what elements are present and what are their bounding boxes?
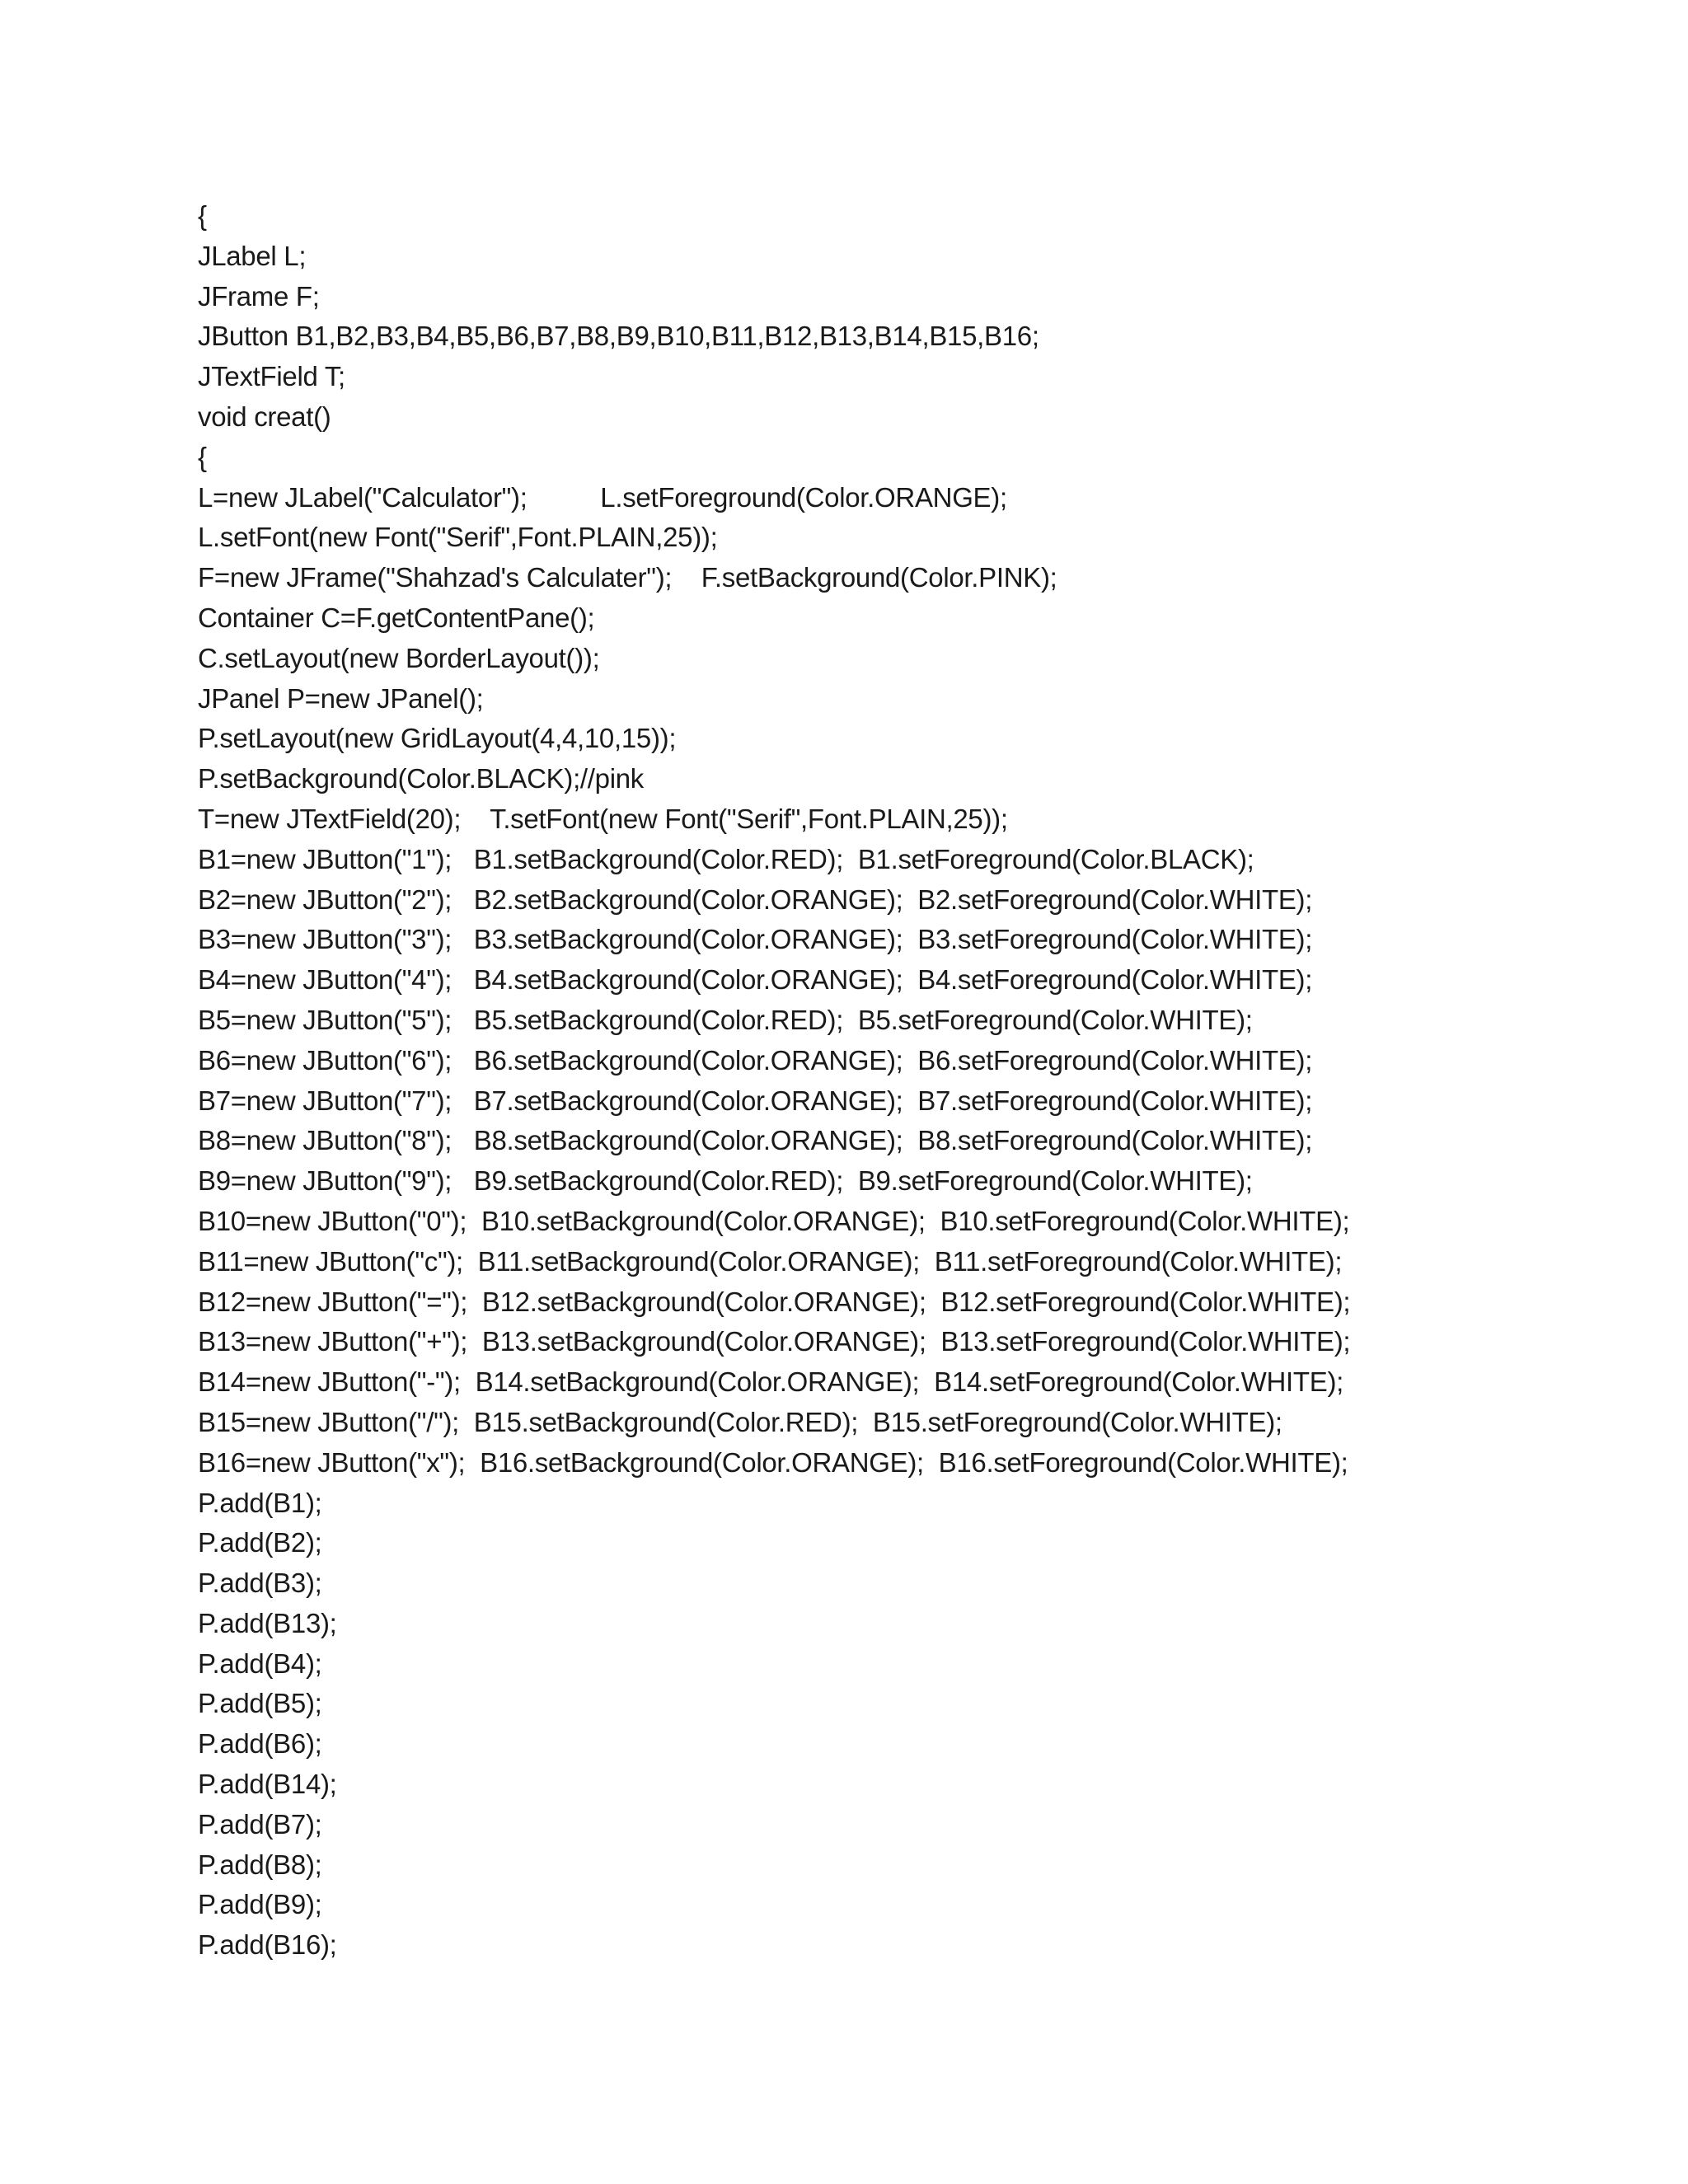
code-line: B10=new JButton("0"); B10.setBackground(Color.ORANGE); B10.setForeground(Color.WHITE); — [198, 1205, 1350, 1236]
code-line: B8=new JButton("8"); B8.setBackground(Color.ORANGE); B8.setForeground(Color.WHITE); — [198, 1125, 1313, 1156]
code-line: P.add(B8); — [198, 1849, 322, 1880]
code-line: B6=new JButton("6"); B6.setBackground(Color.ORANGE); B6.setForeground(Color.WHITE); — [198, 1044, 1313, 1076]
code-line: void creat() — [198, 401, 331, 432]
code-line: B2=new JButton("2"); B2.setBackground(Color.ORANGE); B2.setForeground(Color.WHITE); — [198, 883, 1313, 915]
code-line: B5=new JButton("5"); B5.setBackground(Color.RED); B5.setForeground(Color.WHITE); — [198, 1004, 1253, 1035]
code-line: B7=new JButton("7"); B7.setBackground(Color.ORANGE); B7.setForeground(Color.WHITE); — [198, 1085, 1313, 1116]
code-line: B16=new JButton("x"); B16.setBackground(Color.ORANGE); B16.setForeground(Color.WHITE); — [198, 1446, 1348, 1478]
code-line: JPanel P=new JPanel(); — [198, 682, 484, 714]
code-line: Container C=F.getContentPane(); — [198, 602, 595, 633]
code-line: B14=new JButton("-"); B14.setBackground(Color.ORANGE); B14.setForeground(Color.WHITE); — [198, 1366, 1344, 1398]
code-line: B3=new JButton("3"); B3.setBackground(Color.ORANGE); B3.setForeground(Color.WHITE); — [198, 924, 1313, 955]
code-line: L.setFont(new Font("Serif",Font.PLAIN,25)); — [198, 522, 718, 553]
code-line: B13=new JButton("+"); B13.setBackground(Color.ORANGE); B13.setForeground(Color.WHITE); — [198, 1326, 1351, 1357]
code-line: P.add(B1); — [198, 1487, 322, 1518]
code-line: JFrame F; — [198, 280, 320, 312]
code-line: B1=new JButton("1"); B1.setBackground(Color.RED); B1.setForeground(Color.BLACK); — [198, 843, 1254, 874]
code-line: JButton B1,B2,B3,B4,B5,B6,B7,B8,B9,B10,B11,B12,B13,B14,B15,B16; — [198, 321, 1039, 352]
code-line: P.setBackground(Color.BLACK);//pink — [198, 763, 645, 794]
code-line: T=new JTextField(20); T.setFont(new Font("Serif",Font.PLAIN,25)); — [198, 803, 1008, 834]
code-line: P.add(B5); — [198, 1688, 322, 1719]
code-line: { — [198, 441, 207, 472]
code-line: P.add(B13); — [198, 1607, 337, 1638]
code-line: P.add(B9); — [198, 1889, 322, 1920]
code-line: P.add(B6); — [198, 1728, 322, 1760]
code-line: JLabel L; — [198, 240, 307, 271]
code-line: P.add(B2); — [198, 1527, 322, 1558]
code-line: P.add(B7); — [198, 1808, 322, 1840]
code-line: B9=new JButton("9"); B9.setBackground(Color.RED); B9.setForeground(Color.WHITE); — [198, 1165, 1253, 1197]
code-listing — [198, 196, 1648, 1966]
code-line: L=new JLabel("Calculator"); L.setForeground(Color.ORANGE); — [198, 481, 1007, 513]
code-line: C.setLayout(new BorderLayout()); — [198, 642, 600, 673]
code-line: P.setLayout(new GridLayout(4,4,10,15)); — [198, 723, 677, 754]
code-line: P.add(B14); — [198, 1769, 337, 1800]
code-line: B4=new JButton("4"); B4.setBackground(Color.ORANGE); B4.setForeground(Color.WHITE); — [198, 964, 1313, 996]
code-line: P.add(B16); — [198, 1929, 337, 1961]
code-line: F=new JFrame("Shahzad's Calculater"); F.setBackground(Color.PINK); — [198, 562, 1057, 593]
code-line: B15=new JButton("/"); B15.setBackground(Color.RED); B15.setForeground(Color.WHITE); — [198, 1406, 1282, 1437]
code-line: B11=new JButton("c"); B11.setBackground(Color.ORANGE); B11.setForeground(Color.WHITE); — [198, 1245, 1343, 1277]
code-line: JTextField T; — [198, 361, 345, 392]
code-line: P.add(B4); — [198, 1647, 322, 1679]
code-line: { — [198, 200, 207, 231]
code-line: B12=new JButton("="); B12.setBackground(Color.ORANGE); B12.setForeground(Color.WHITE); — [198, 1286, 1351, 1317]
code-line: P.add(B3); — [198, 1568, 322, 1599]
